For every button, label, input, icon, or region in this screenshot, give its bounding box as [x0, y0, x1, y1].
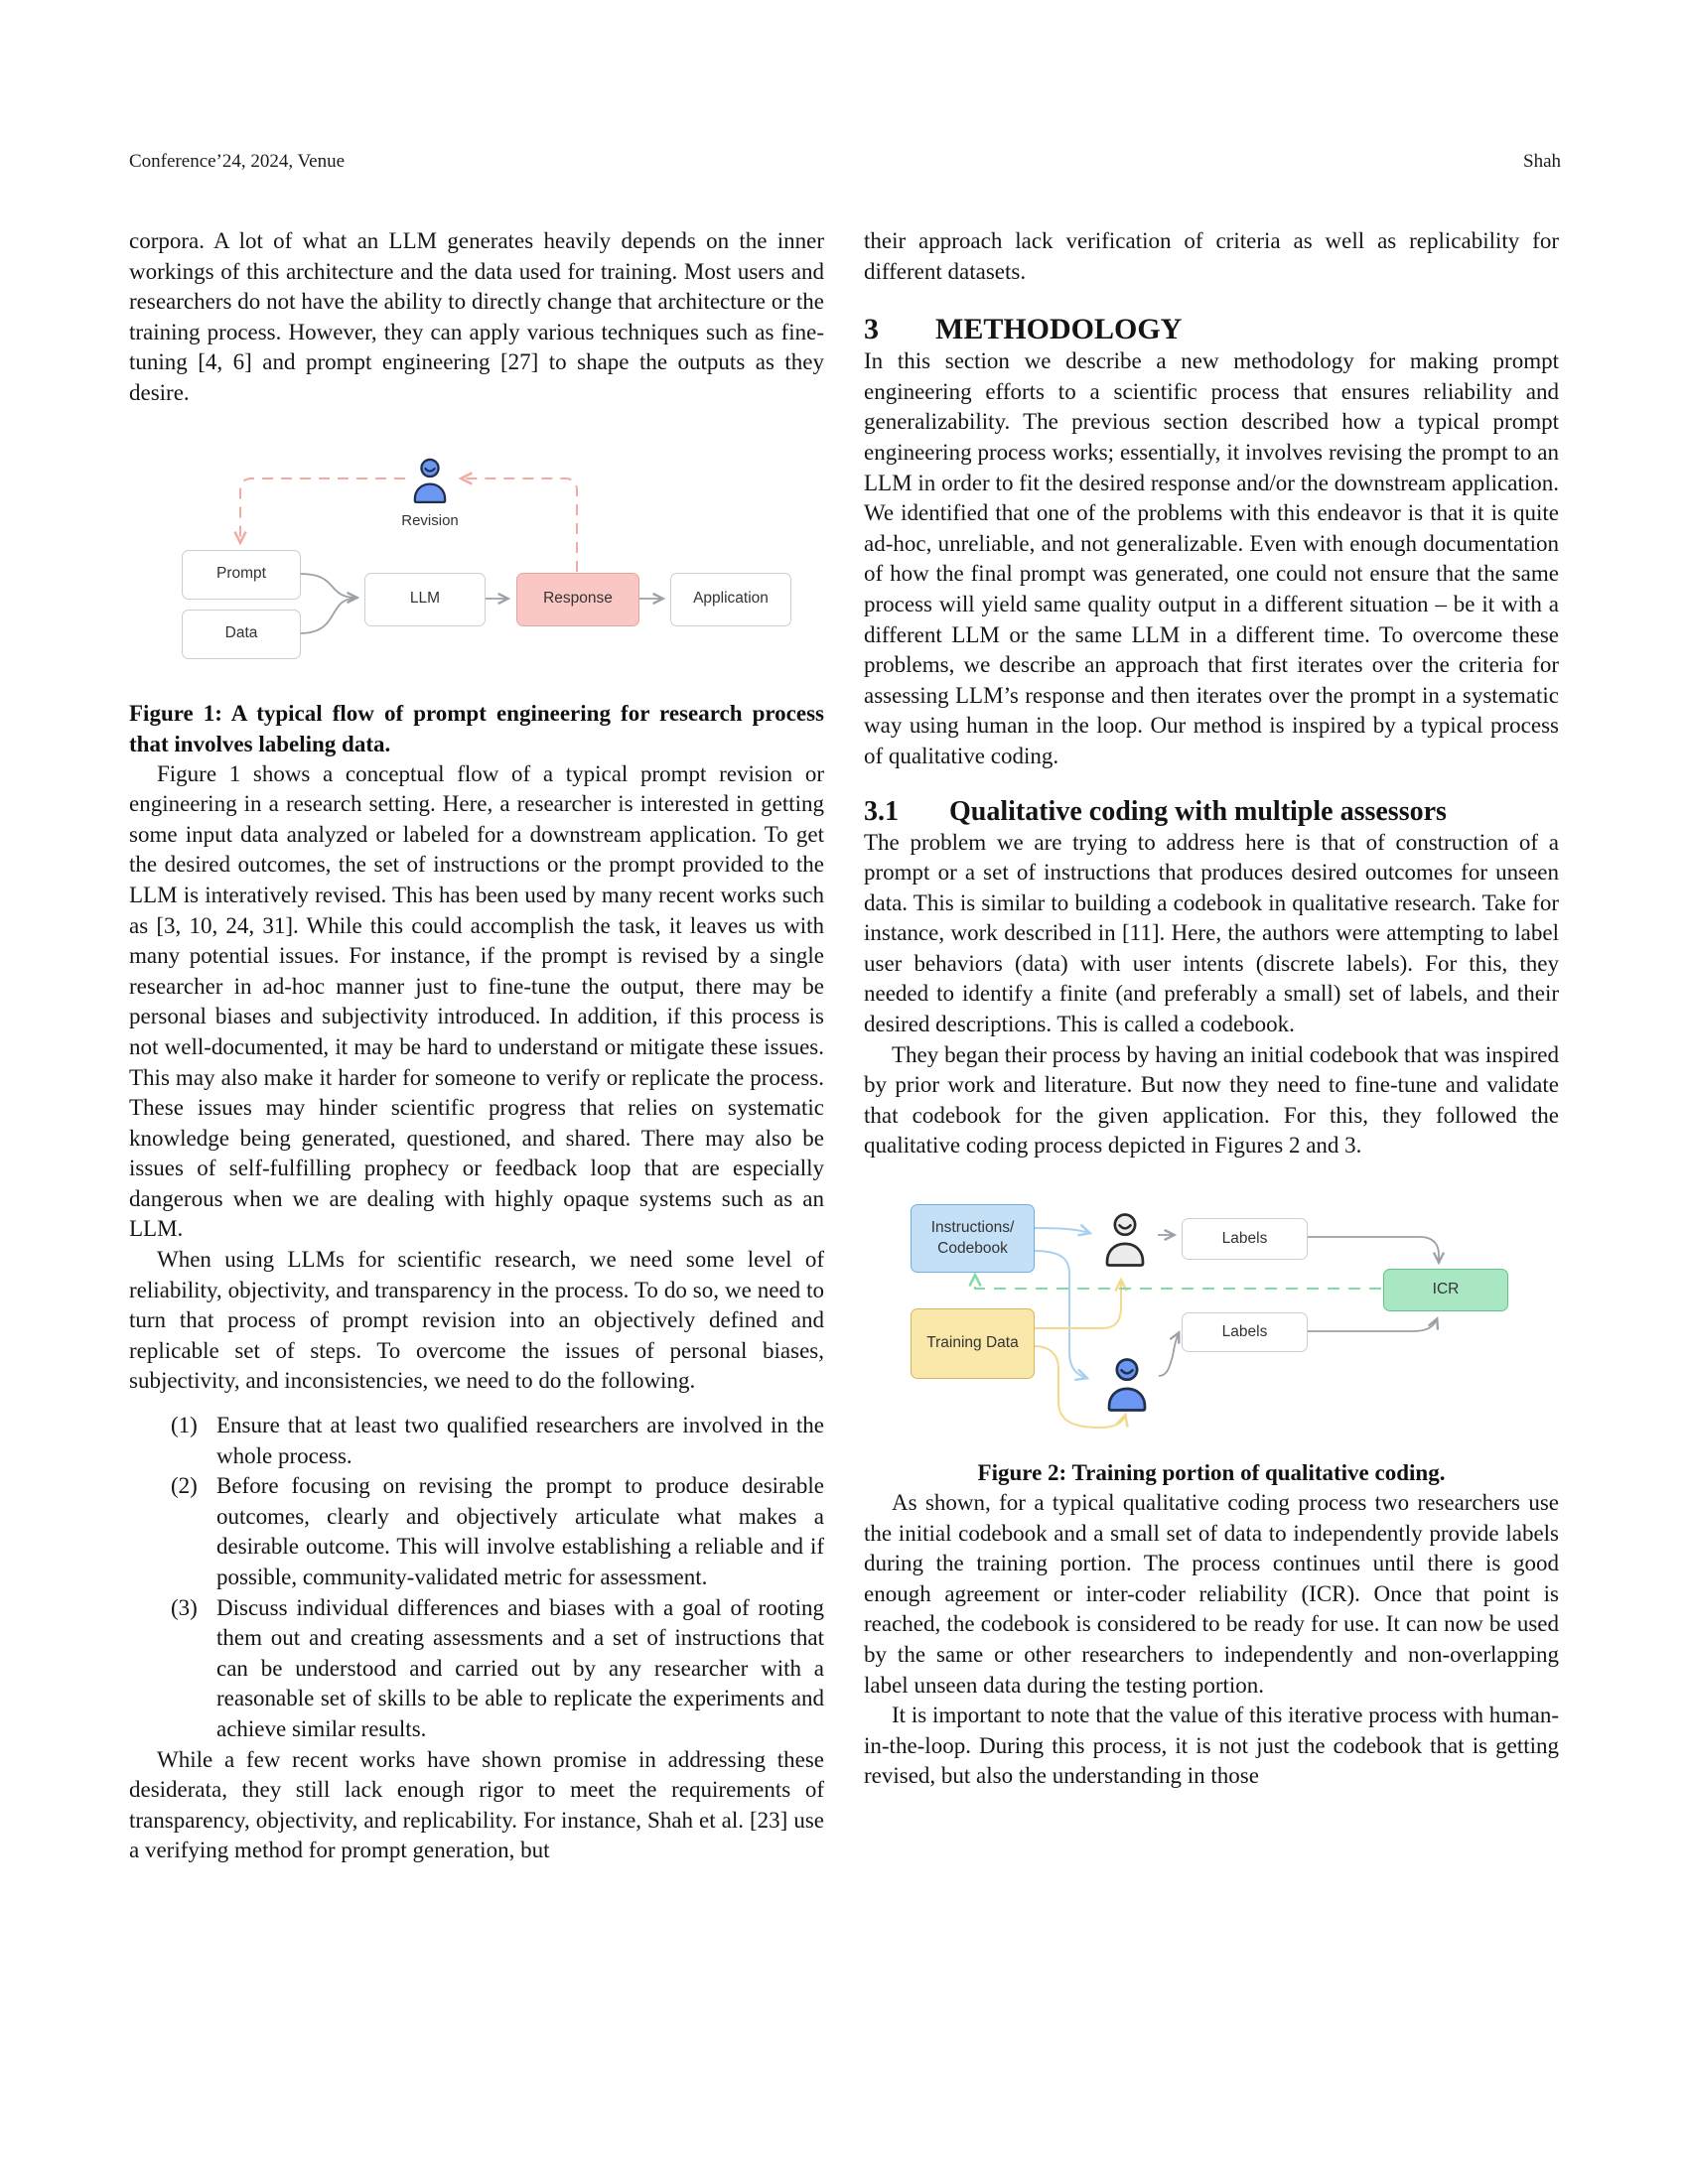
- node-llm-label: LLM: [409, 590, 441, 608]
- paragraph: They began their process by having an initial codebook that was inspired by prior work and literature. But now they need to fine-tune and validate that codebook for the given application. For this, they followed the qualitative coding process depicted in Figures 2 and 3.: [864, 1041, 1559, 1159]
- node-instructions-label-line1: Instructions/: [930, 1219, 1015, 1237]
- paragraph: When using LLMs for scientific research, we need some level of reliability, objectivity, and transparency in the process. To do so, we need to turn that process of prompt revision into an objectively defined and replicable set of steps. To overcome the issues of personal biases, subjectivity, and inconsistencies, we need to do the following.: [129, 1247, 824, 1394]
- node-icr-label: ICR: [1432, 1281, 1460, 1298]
- node-response: [516, 573, 639, 626]
- revision-label: Revision: [401, 511, 459, 529]
- paragraph: The problem we are trying to address here is that of construction of a prompt or a set of instructions that produces desired outcomes for unseen data. This is similar to building a codebook in qualitative research. Take for instance, work described in [11]. Here, the authors were attempting to label user behaviors (data) with user intents (discrete labels). For this, they needed to identify a finite (and preferably a small) set of labels, and their desired descriptions. This is called a codebook.: [864, 829, 1559, 1037]
- node-llm: [364, 573, 486, 626]
- figure1-diagram: [129, 439, 824, 692]
- running-header-right: Shah: [1523, 151, 1561, 172]
- numbered-list: [129, 1411, 824, 1745]
- figure2-caption: Figure 2: Training portion of qualitative coding.: [977, 1460, 1446, 1486]
- researcher2-person-icon: [1102, 1356, 1152, 1413]
- node-labels-bottom: [1182, 1312, 1308, 1352]
- node-response-label: Response: [543, 590, 613, 608]
- node-application: [670, 573, 791, 626]
- list-item-number: (3): [171, 1594, 198, 1620]
- section-title: METHODOLOGY: [935, 313, 1183, 346]
- node-instructions-label-line2: Codebook: [937, 1239, 1008, 1257]
- node-prompt-label: Prompt: [216, 565, 266, 583]
- paragraph: In this section we describe a new methodology for making prompt engineering efforts to a scientific process that ensures reliability and generalizability. The previous section described how a typical prompt engineering process works; essentially, it involves revising the prompt to an LLM in order to fit the desired response and/or the downstream application. We identified that one of the problems with this endeavor is that it is quite ad-hoc, unreliable, and not generalizable. Even with enough documentation of how the final prompt was generated, one could not ensure that the same process will yield same quality output in a different situation – be it with a different LLM or the same LLM in a different time. To overcome these problems, we describe an approach that first iterates over the criteria for assessing LLM’s response and then iterates over the prompt in a systematic way using human in the loop. Our method is inspired by a typical process of qualitative coding.: [864, 348, 1559, 768]
- paragraph: As shown, for a typical qualitative coding process two researchers use the initial codebook and a small set of data to independently provide labels during the training portion. The process continues until there is good enough agreement or inter-coder reliability (ICR). Once that point is reached, the codebook is considered to be ready for use. It can now be used by the same or other researchers to independently and non-overlapping label unseen data during the testing portion.: [864, 1490, 1559, 1698]
- node-labels-top: [1182, 1218, 1308, 1260]
- list-item: [129, 1471, 824, 1592]
- node-instructions-codebook: [911, 1204, 1035, 1273]
- researcher1-person-icon: [1100, 1211, 1150, 1268]
- node-labels-bottom-label: Labels: [1221, 1322, 1268, 1340]
- node-labels-top-label: Labels: [1221, 1229, 1268, 1247]
- section-number: 3: [864, 313, 879, 346]
- paragraph: While a few recent works have shown promise in addressing these desiderata, they still lack enough rigor to meet the requirements of transparency, objectivity, and replicability. For instance, Shah et al. [23] use a verifying method for prompt generation, but: [129, 1746, 824, 1863]
- subsection-number: 3.1: [864, 795, 899, 827]
- node-training-data: [911, 1308, 1035, 1379]
- revision-person-icon: [409, 457, 451, 504]
- subsection-heading-qualitative-coding: [864, 796, 1559, 828]
- list-item: [129, 1593, 824, 1745]
- list-item: [129, 1411, 824, 1471]
- running-header-left: Conference’24, 2024, Venue: [129, 151, 346, 172]
- section-heading-methodology: [864, 313, 1559, 346]
- node-icr: [1383, 1269, 1508, 1311]
- paragraph: Figure 1 shows a conceptual flow of a typical prompt revision or engineering in a research setting. Here, a researcher is interested in getting some input data analyzed or labeled for a downstream application. To get the desired outcomes, the set of instructions or the prompt provided to the LLM is interatively revised. This has been used by many recent works such as [3, 10, 24, 31]. While this could accomplish the task, it leaves us with many potential issues. For instance, if the prompt is revised by a single researcher in ad-hoc manner just to fine-tune the output, there may be personal biases and subjectivity introduced. In addition, if this process is not well-documented, it may be hard to understand or mitigate these issues. This may also make it harder for someone to verify or replicate the process. These issues may hinder scientific progress that relies on systematic knowledge being generated, questioned, and shared. There may also be issues of self-fulfilling prophecy or feedback loop that are especially dangerous when we are dealing with highly opaque systems such as an LLM.: [129, 760, 824, 1242]
- subsection-title: Qualitative coding with multiple assessors: [949, 795, 1447, 827]
- node-prompt: [182, 550, 301, 600]
- list-item-text: Before focusing on revising the prompt to produce desirable outcomes, clearly and objectively articulate what makes a desirable outcome. This will involve establishing a reliable and if possible, community-validated metric for assessment.: [216, 1473, 824, 1589]
- right-column: [864, 226, 1559, 1792]
- list-item-number: (1): [171, 1413, 198, 1438]
- node-training-data-label: Training Data: [926, 1334, 1019, 1352]
- node-data: [182, 610, 301, 659]
- figure2-diagram: [864, 1171, 1559, 1449]
- list-item-number: (2): [171, 1473, 198, 1499]
- left-column: [129, 226, 824, 1866]
- list-item-text: Discuss individual differences and biases with a goal of rooting them out and creating assessments and a set of instructions that can be understood and carried out by any researcher with a reasonable set of skills to be able to replicate the experiments and achieve similar results.: [216, 1594, 824, 1741]
- paragraph: corpora. A lot of what an LLM generates heavily depends on the inner workings of this architecture and the data used for training. Most users and researchers do not have the ability to directly change that architecture or the training process. However, they can apply various techniques such as fine-tuning [4, 6] and prompt engineering [27] to shape the outputs as they desire.: [129, 228, 824, 405]
- list-item-text: Ensure that at least two qualified researchers are involved in the whole process.: [216, 1413, 824, 1468]
- paragraph: their approach lack verification of criteria as well as replicability for different datasets.: [864, 228, 1559, 284]
- node-data-label: Data: [224, 624, 258, 642]
- paragraph: It is important to note that the value of this iterative process with human-in-the-loop. During this process, it is not just the codebook that is getting revised, but also the understanding in those: [864, 1703, 1559, 1789]
- node-application-label: Application: [693, 590, 769, 608]
- figure1-caption: Figure 1: A typical flow of prompt engineering for research process that involves labeling data.: [129, 700, 824, 756]
